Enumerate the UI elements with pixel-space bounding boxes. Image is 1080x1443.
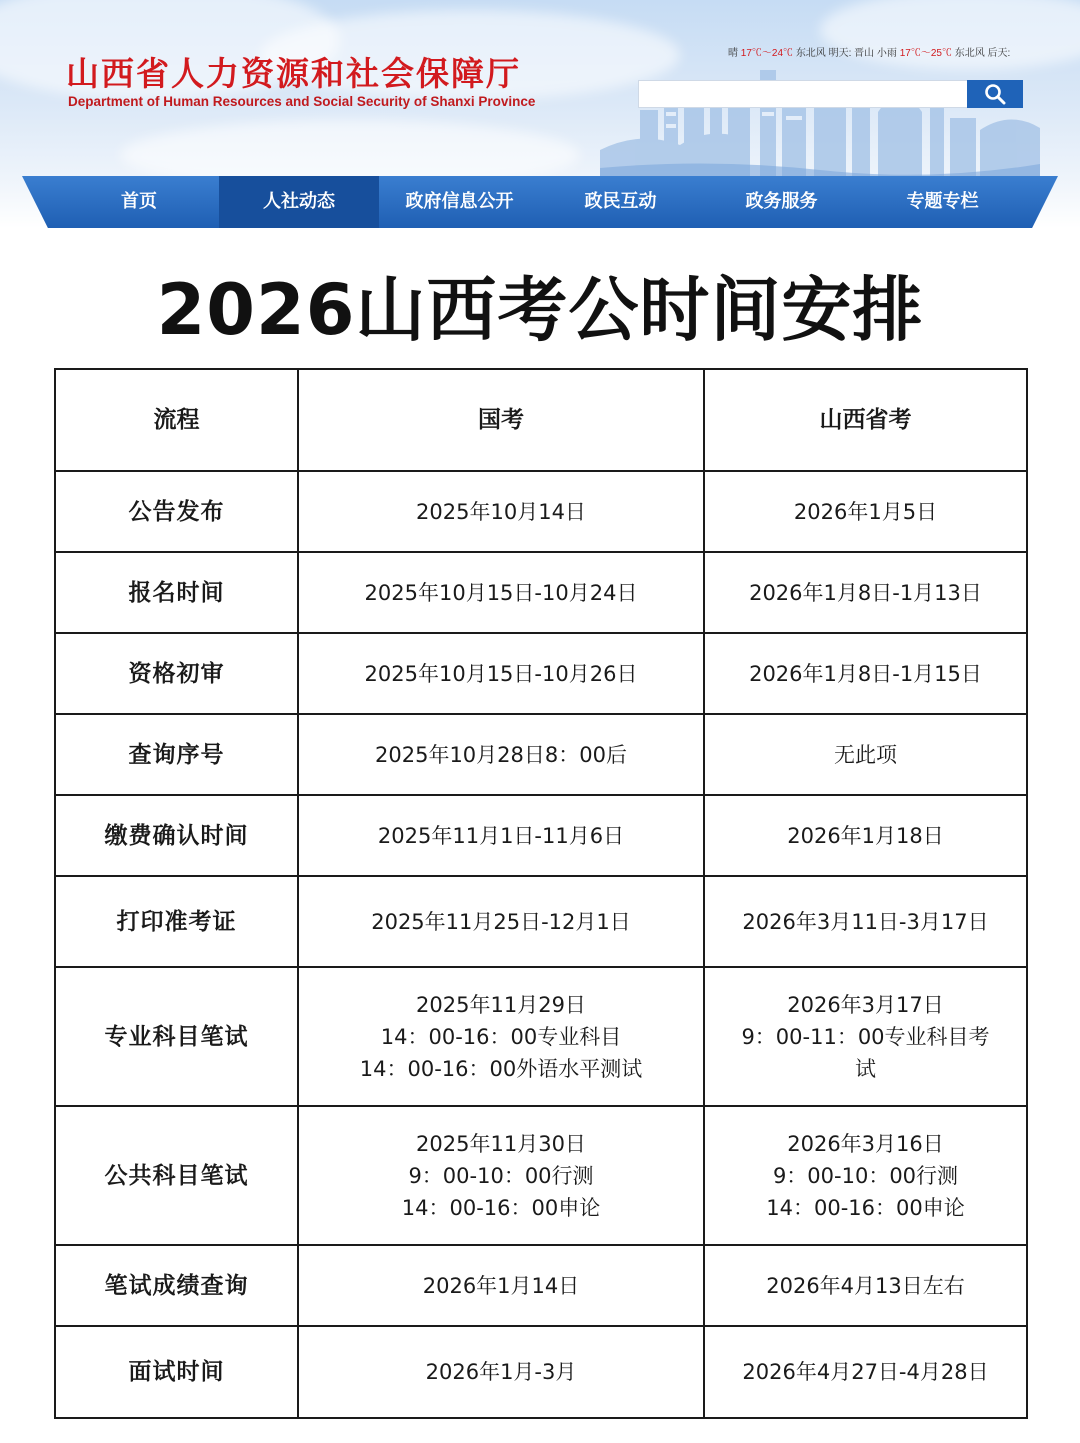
table-row [55, 1106, 1027, 1245]
nav-item-gov-info[interactable]: 政府信息公开 [405, 191, 514, 212]
search-input[interactable] [638, 80, 968, 108]
cell-national [298, 633, 704, 714]
weather-today-wind: 东北风 [795, 48, 826, 59]
cell-provincial-line: 试 [855, 1056, 876, 1081]
weather-tomorrow-wind: 东北风 [954, 48, 985, 59]
cell-provincial-line: 2026年4月27日-4月28日 [742, 1360, 989, 1384]
cell-national-line: 2025年11月29日 [416, 992, 586, 1017]
cell-stage: 查询序号 [55, 714, 298, 795]
cell-provincial-line: 2026年3月17日 [787, 992, 944, 1017]
cell-stage: 缴费确认时间 [55, 795, 298, 876]
cell-national-line: 2025年11月25日-12月1日 [371, 909, 631, 934]
nav-item-services[interactable]: 政务服务 [745, 191, 818, 212]
weather-tomorrow-label: 明天: [828, 48, 852, 59]
nav-item-news[interactable]: 人社动态 [219, 176, 379, 228]
exam-schedule-table [54, 368, 1028, 1419]
weather-today: 晴 [728, 48, 738, 59]
cell-provincial-line: 2026年1月8日-1月15日 [749, 661, 982, 686]
site-logo-cn[interactable]: 山西省人力资源和社会保障厅 [66, 54, 521, 93]
cell-national-line: 2025年11月1日-11月6日 [377, 823, 625, 848]
page-title: 2026山西考公时间安排 [156, 269, 924, 351]
cell-national [298, 1326, 704, 1418]
nav-item-interaction[interactable]: 政民互动 [584, 191, 657, 212]
weather-tomorrow: 晋山 小雨 [854, 48, 897, 59]
cell-stage: 面试时间 [55, 1326, 298, 1418]
cell-provincial [704, 552, 1027, 633]
cell-national [298, 714, 704, 795]
weather-dayafter-label: 后天: [987, 48, 1011, 59]
table-row [55, 967, 1027, 1106]
cell-national [298, 552, 704, 633]
cell-national [298, 876, 704, 967]
cell-provincial [704, 714, 1027, 795]
table-row [55, 471, 1027, 552]
cell-national-line: 14：00-16：00申论 [401, 1195, 601, 1220]
cell-national [298, 1245, 704, 1326]
column-header-provincial: 山西省考 [704, 369, 1027, 471]
cell-stage: 笔试成绩查询 [55, 1245, 298, 1326]
cell-national [298, 967, 704, 1106]
cell-national-line: 14：00-16：00外语水平测试 [359, 1056, 643, 1081]
cell-provincial-line: 14：00-16：00申论 [766, 1195, 965, 1220]
cell-provincial [704, 1245, 1027, 1326]
cell-national-line: 2026年1月-3月 [425, 1360, 577, 1384]
cell-national-line: 2025年11月30日 [416, 1131, 586, 1156]
cell-national-line: 9：00-10：00行测 [408, 1163, 594, 1188]
cell-provincial-line: 9：00-10：00行测 [772, 1163, 959, 1188]
cell-national-line: 2025年10月28日8：00后 [375, 742, 627, 767]
table-row [55, 714, 1027, 795]
cell-provincial [704, 633, 1027, 714]
cell-provincial [704, 471, 1027, 552]
weather-tomorrow-temp: 17℃～25℃ [899, 48, 952, 59]
cell-stage: 报名时间 [55, 552, 298, 633]
cell-provincial-line: 2026年4月13日左右 [766, 1273, 965, 1298]
table-row [55, 633, 1027, 714]
cell-provincial [704, 1106, 1027, 1245]
city-skyline-illustration [600, 40, 1040, 180]
cell-provincial-line: 2026年1月8日-1月13日 [749, 580, 982, 605]
table-row [55, 1245, 1027, 1326]
weather-bar [728, 44, 1010, 59]
cell-provincial-line: 2026年1月18日 [787, 823, 944, 848]
search-icon [984, 83, 1006, 105]
cell-national-line: 2025年10月14日 [416, 499, 586, 524]
cell-provincial [704, 876, 1027, 967]
cell-stage: 资格初审 [55, 633, 298, 714]
table-row [55, 795, 1027, 876]
cell-provincial-line: 9：00-11：00专业科目考 [741, 1024, 990, 1049]
search-button[interactable] [967, 80, 1023, 108]
cell-provincial [704, 1326, 1027, 1418]
cell-national [298, 1106, 704, 1245]
table-row [55, 876, 1027, 967]
cell-provincial [704, 795, 1027, 876]
cell-national [298, 471, 704, 552]
cell-stage: 专业科目笔试 [55, 967, 298, 1106]
site-logo-en: Department of Human Resources and Social Security of Shanxi Province [68, 94, 536, 109]
cell-stage: 公共科目笔试 [55, 1106, 298, 1245]
column-header-stage: 流程 [55, 369, 298, 471]
cell-national [298, 795, 704, 876]
table-row [55, 552, 1027, 633]
table-body [55, 471, 1027, 1418]
column-header-national: 国考 [298, 369, 704, 471]
cell-provincial-line: 无此项 [834, 742, 897, 767]
cell-provincial-line: 2026年3月16日 [787, 1131, 944, 1156]
cell-national-line: 14：00-16：00专业科目 [380, 1024, 622, 1049]
cell-national-line: 2025年10月15日-10月24日 [364, 580, 638, 605]
nav-item-topics[interactable]: 专题专栏 [906, 191, 979, 212]
cell-national-line: 2025年10月15日-10月26日 [364, 661, 638, 686]
cell-stage: 公告发布 [55, 471, 298, 552]
cell-provincial-line: 2026年3月11日-3月17日 [742, 909, 989, 934]
cell-provincial-line: 2026年1月5日 [793, 499, 938, 524]
nav-item-home[interactable]: 首页 [121, 191, 157, 212]
cell-provincial [704, 967, 1027, 1106]
cell-national-line: 2026年1月14日 [422, 1273, 580, 1298]
cell-stage: 打印准考证 [55, 876, 298, 967]
table-header-row [55, 369, 1027, 471]
table-row [55, 1326, 1027, 1418]
weather-today-temp: 17℃～24℃ [740, 48, 794, 59]
